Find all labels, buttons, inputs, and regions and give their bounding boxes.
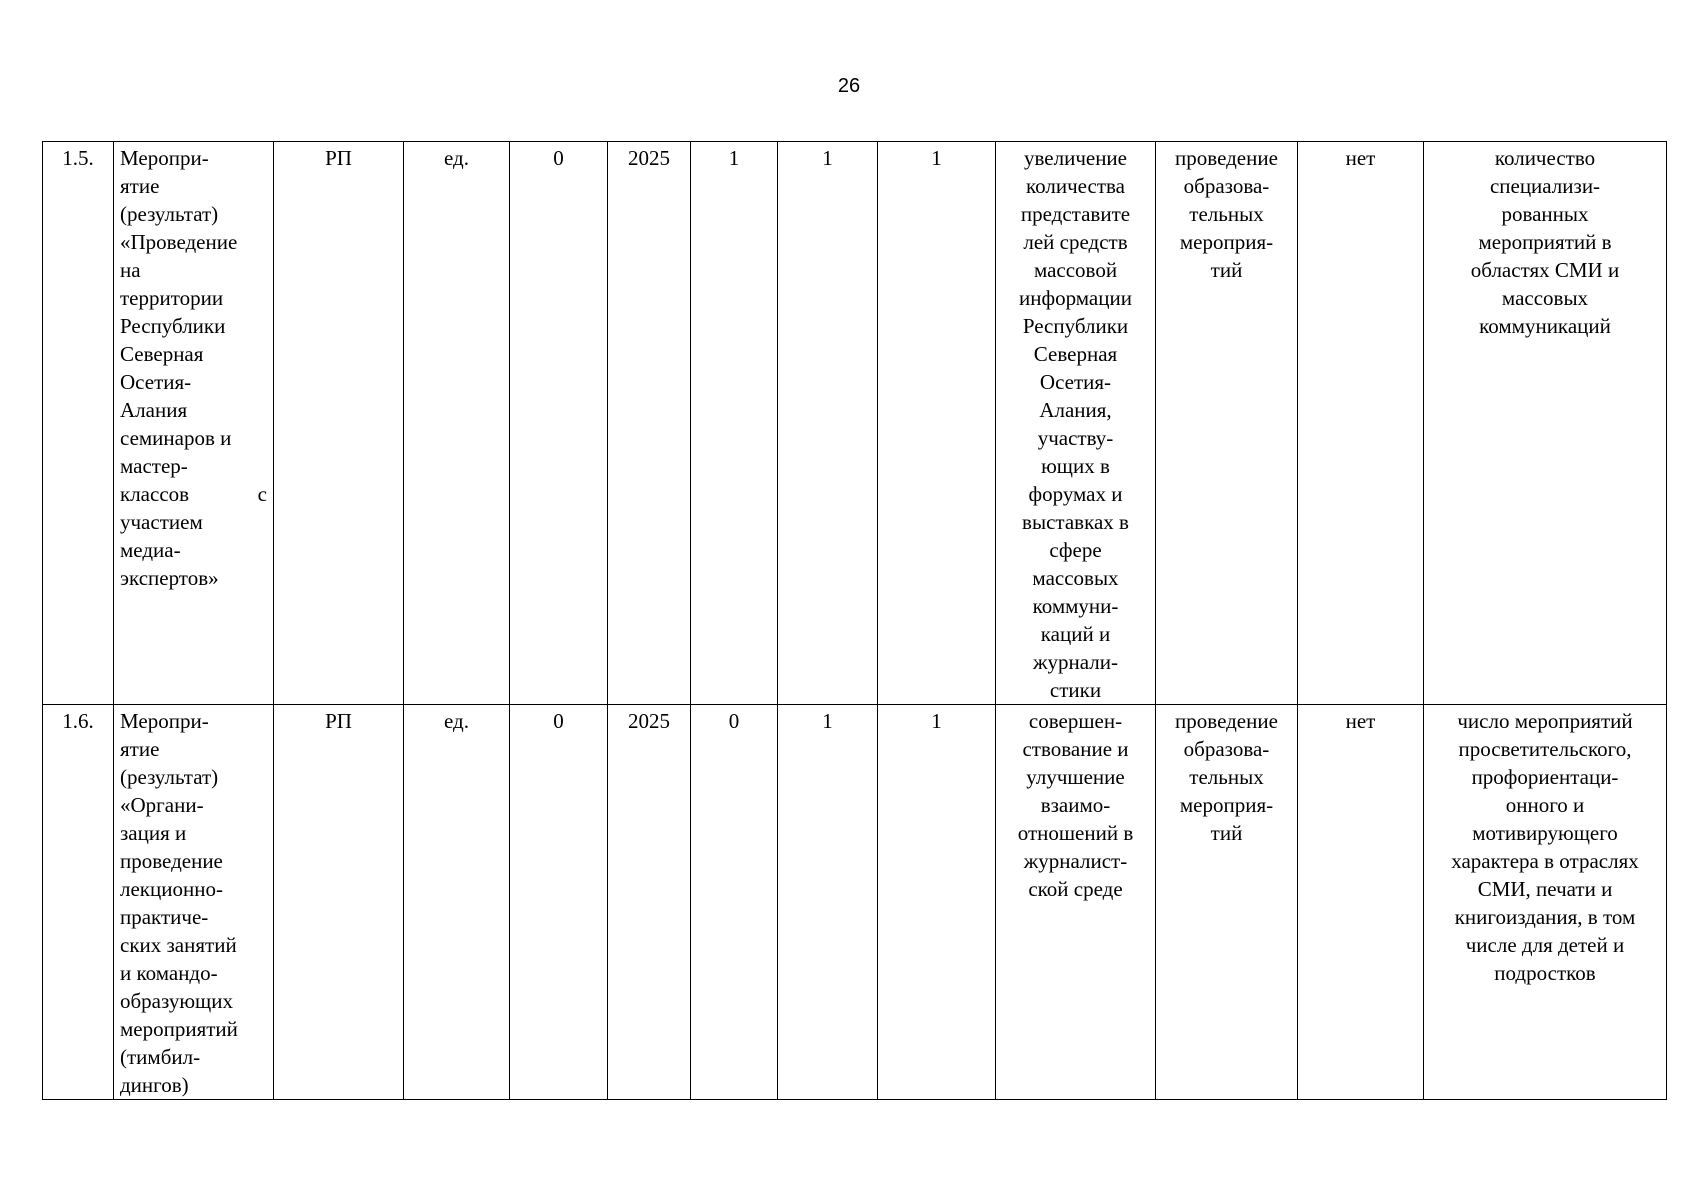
base-value-cell	[510, 705, 608, 1100]
value-2-cell	[778, 705, 878, 1100]
value-2-cell	[778, 142, 878, 705]
related-value: нет	[1345, 709, 1376, 733]
activity-name: Меропри- ятие (результат) «Органи- зация и проведение лекционно- практиче- ских занятий и командо- образующих мероприятий (тимбил- дингов)	[120, 709, 238, 1097]
effect-text: увеличение количества представите лей средств массовой информации Республики Северная Осетия- Алания, участву- ющих в форумах и выставках в сфере массовых коммуни- каций и журнали- стики	[1019, 146, 1132, 702]
value-1: 0	[728, 709, 740, 733]
related-cell	[1298, 142, 1424, 705]
activity-name-cell	[114, 705, 274, 1100]
value-3-cell	[878, 142, 996, 705]
base-value-cell	[510, 142, 608, 705]
year-value: 2025	[628, 146, 670, 170]
indicator-cell	[1424, 705, 1667, 1100]
base-value: 0	[553, 709, 564, 733]
row-number-cell	[43, 142, 114, 705]
value-1: 1	[728, 146, 740, 170]
indicator-text: количество специализи- рованных мероприятий в областях СМИ и массовых коммуникаций	[1470, 146, 1620, 338]
unit-cell	[404, 705, 510, 1100]
activity-name-justified-line: классов с	[120, 482, 267, 506]
type-value: РП	[325, 709, 352, 733]
base-value: 0	[553, 146, 564, 170]
activity-name-cell	[114, 142, 274, 705]
table-row	[43, 705, 1667, 1100]
activity-description: проведение образова- тельных мероприя- тий	[1175, 709, 1278, 845]
effect-cell	[996, 705, 1156, 1100]
year-cell	[608, 142, 691, 705]
activity-description: проведение образова- тельных мероприя- тий	[1175, 146, 1278, 282]
effect-cell	[996, 142, 1156, 705]
activity-description-cell	[1156, 705, 1298, 1100]
value-2: 1	[822, 709, 833, 733]
unit-value: ед.	[444, 709, 469, 733]
related-cell	[1298, 705, 1424, 1100]
type-value: РП	[325, 146, 352, 170]
value-3: 1	[931, 146, 942, 170]
value-3-cell	[878, 705, 996, 1100]
value-3: 1	[931, 709, 942, 733]
year-cell	[608, 705, 691, 1100]
table-row	[43, 142, 1667, 705]
row-number-cell	[43, 705, 114, 1100]
related-value: нет	[1345, 146, 1376, 170]
type-cell	[274, 142, 404, 705]
activity-name: Меропри- ятие (результат) «Проведение на территории Республики Северная Осетия- Алания семинаров и мастер-	[120, 146, 238, 478]
unit-cell	[404, 142, 510, 705]
value-1-cell	[691, 142, 778, 705]
page-number: 26	[837, 75, 861, 97]
row-number: 1.6.	[62, 709, 94, 733]
type-cell	[274, 705, 404, 1100]
activity-name-tail: участием медиа- экспертов»	[120, 510, 219, 590]
row-number: 1.5.	[62, 146, 94, 170]
activities-table	[42, 141, 1667, 1100]
value-1-cell	[691, 705, 778, 1100]
indicator-cell	[1424, 142, 1667, 705]
activity-description-cell	[1156, 142, 1298, 705]
unit-value: ед.	[444, 146, 469, 170]
indicator-text: число мероприятий просветительского, профориентаци- онного и мотивирующего характера в отраслях СМИ, печати и книгоиздания, в том числе для детей и подростков	[1451, 709, 1639, 985]
value-2: 1	[822, 146, 833, 170]
effect-text: совершен- ствование и улучшение взаимо- отношений в журналист- ской среде	[1017, 709, 1134, 901]
year-value: 2025	[628, 709, 670, 733]
